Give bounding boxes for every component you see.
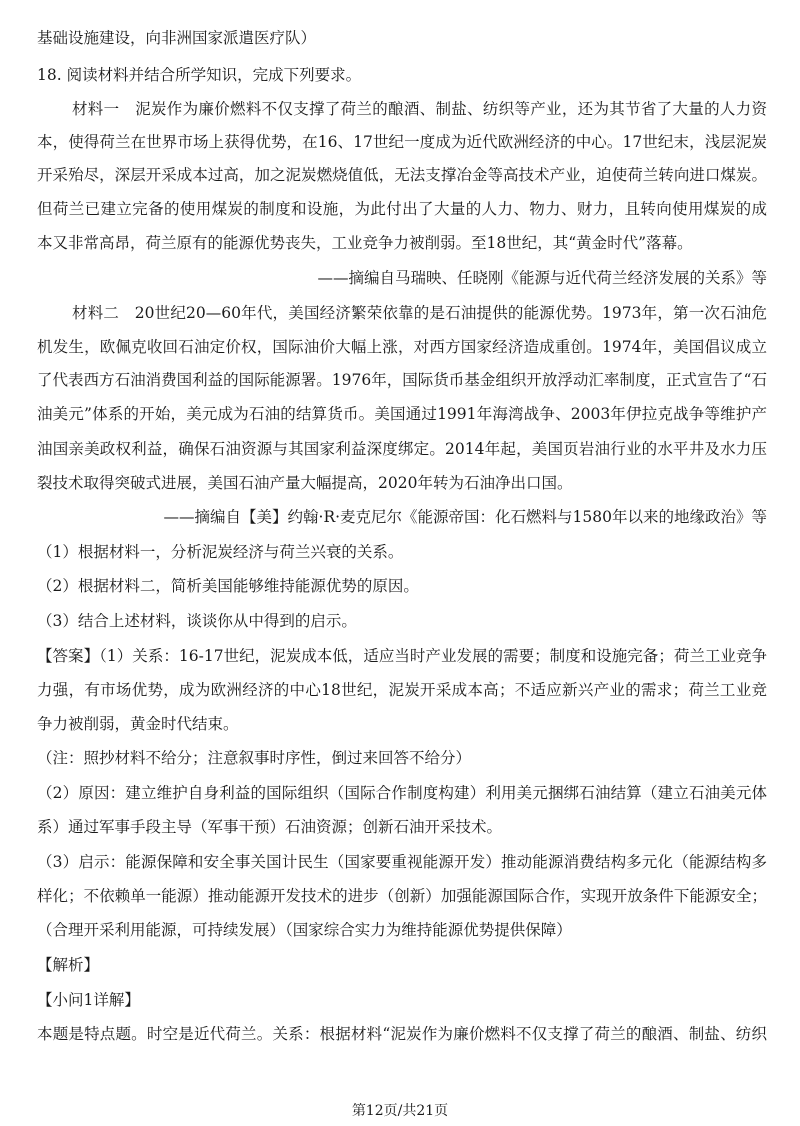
analysis-heading: 【解析】 bbox=[37, 956, 100, 974]
text-line: 样化；不依赖单一能源）推动能源开发技术的进步（创新）加强能源国际合作，实现开放条件下能源安全； bbox=[37, 887, 767, 905]
text-line: 基础设施建设，向非洲国家派遣医疗队） bbox=[37, 29, 317, 47]
answer-3: （3）启示：能源保障和安全事关国计民生（国家要重视能源开发）推动能源消费结构多元化（能源结构多 bbox=[37, 853, 767, 871]
text-line: 本又非常高昂，荷兰原有的能源优势丧失，工业竞争力被削弱。至18世纪，其“黄金时代”落幕。 bbox=[37, 234, 693, 252]
text-line: （合理开采利用能源，可持续发展）（国家综合实力为维持能源优势提供保障） bbox=[37, 921, 572, 939]
text-line: 系）通过军事手段主导（军事干预）石油资源；创新石油开采技术。 bbox=[37, 818, 503, 836]
material-2-paragraph: 材料二 20世纪20—60年代，美国经济繁荣依靠的是石油提供的能源优势。1973年，第一次石油危 bbox=[72, 304, 767, 322]
material-1-paragraph: 材料一 泥炭作为廉价燃料不仅支撑了荷兰的酿酒、制盐、纺织等产业，还为其节省了大量的人力资 bbox=[72, 100, 767, 118]
text-line: 开采殆尽，深层开采成本过高，加之泥炭燃烧值低，无法支撑冶金等高技术产业，迫使荷兰转向进口煤炭。 bbox=[37, 166, 767, 184]
answer-2: （2）原因：建立维护自身利益的国际组织（国际合作制度构建）利用美元捆绑石油结算（建立石油美元体 bbox=[37, 784, 767, 802]
material-1-source: ——摘编自马瑞映、任晓刚《能源与近代荷兰经济发展的关系》等 bbox=[317, 269, 767, 287]
text-line: 油国亲美政权利益，确保石油资源与其国家利益深度绑定。2014年起，美国页岩油行业的水平井及水力压 bbox=[37, 440, 767, 458]
text-line: 了代表西方石油消费国利益的国际能源署。1976年，国际货币基金组织开放浮动汇率制度，正式宣告了“石 bbox=[37, 371, 767, 389]
sub-question-3: （3）结合上述材料，谈谈你从中得到的启示。 bbox=[37, 612, 357, 630]
text-line: 力强，有市场优势，成为欧洲经济的中心18世纪，泥炭开采成本高；不适应新兴产业的需求；荷兰工业竞 bbox=[37, 681, 767, 699]
answer-note: （注：照抄材料不给分；注意叙事时序性，倒过来回答不给分） bbox=[37, 749, 472, 767]
answer-paragraph: 【答案】（1）关系：16-17世纪，泥炭成本低，适应当时产业发展的需要；制度和设施完备；荷兰工业竞争 bbox=[37, 647, 767, 665]
text-line: 但荷兰已建立完备的使用煤炭的制度和设施，为此付出了大量的人力、物力、财力，且转向使用煤炭的成 bbox=[37, 200, 767, 218]
text-line: 本，使得荷兰在世界市场上获得优势，在16、17世纪一度成为近代欧洲经济的中心。17世纪末，浅层泥炭 bbox=[37, 133, 767, 151]
text-line: 争力被削弱，黄金时代结束。 bbox=[37, 715, 239, 733]
sub-question-2: （2）根据材料二，简析美国能够维持能源优势的原因。 bbox=[37, 577, 419, 595]
question-18-heading: 18. 阅读材料并结合所学知识，完成下列要求。 bbox=[37, 66, 362, 84]
text-line: 机发生，欧佩克收回石油定价权，国际油价大幅上涨，对西方国家经济造成重创。1974年，美国倡议成立 bbox=[37, 338, 767, 356]
material-2-source: ——摘编自【美】约翰·R·麦克尼尔《能源帝国：化石燃料与1580年以来的地缘政治》等 bbox=[163, 508, 767, 526]
page-number: 第12页/共21页 bbox=[351, 1103, 449, 1119]
text-line: 油美元”体系的开始，美元成为石油的结算货币。美国通过1991年海湾战争、2003年伊拉克战争等维护产 bbox=[37, 405, 767, 423]
sub-question-1: （1）根据材料一，分析泥炭经济与荷兰兴衰的关系。 bbox=[37, 543, 404, 561]
sub-question-1-detail-heading: 【小问1详解】 bbox=[37, 991, 140, 1009]
analysis-paragraph: 本题是特点题。时空是近代荷兰。关系：根据材料“泥炭作为廉价燃料不仅支撑了荷兰的酿酒、制盐、纺织 bbox=[37, 1025, 767, 1043]
text-line: 裂技术取得突破式进展，美国石油产量大幅提高，2020年转为石油净出口国。 bbox=[37, 474, 573, 492]
